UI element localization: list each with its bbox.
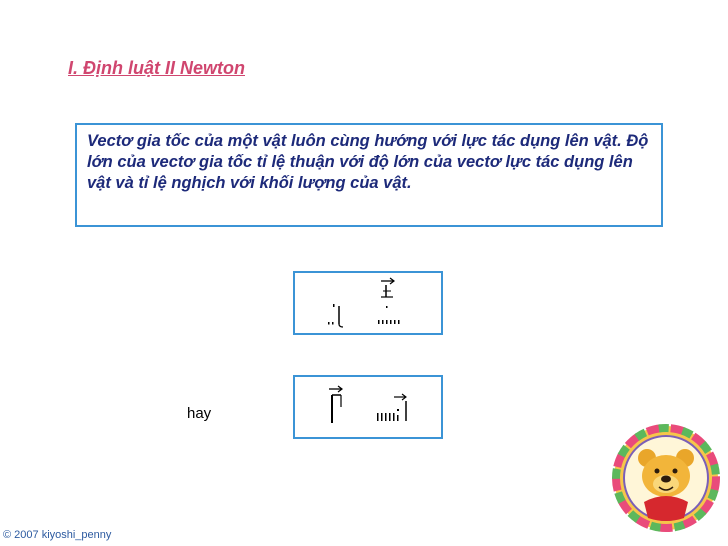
copyright-notice: © 2007 kiyoshi_penny (3, 529, 112, 541)
formula-acceleration-box (293, 271, 443, 335)
section-heading: I. Định luật II Newton (68, 58, 245, 78)
formula-force-box (293, 375, 443, 439)
formula-force-graphic (295, 377, 441, 437)
bear-logo-image (612, 424, 720, 532)
law-statement-box (75, 123, 663, 227)
formula-acceleration-graphic (295, 273, 441, 333)
law-statement-text: Vectơ gia tốc của một vật luôn cùng hướng với lực tác dụng lên vật. Độ lớn của vectơ gia tốc tỉ lệ thuận với độ lớn của vectơ lực tác dụng lên vật và tỉ lệ nghịch với khối lượng của vật. (87, 132, 649, 192)
connector-word: hay (187, 405, 212, 422)
